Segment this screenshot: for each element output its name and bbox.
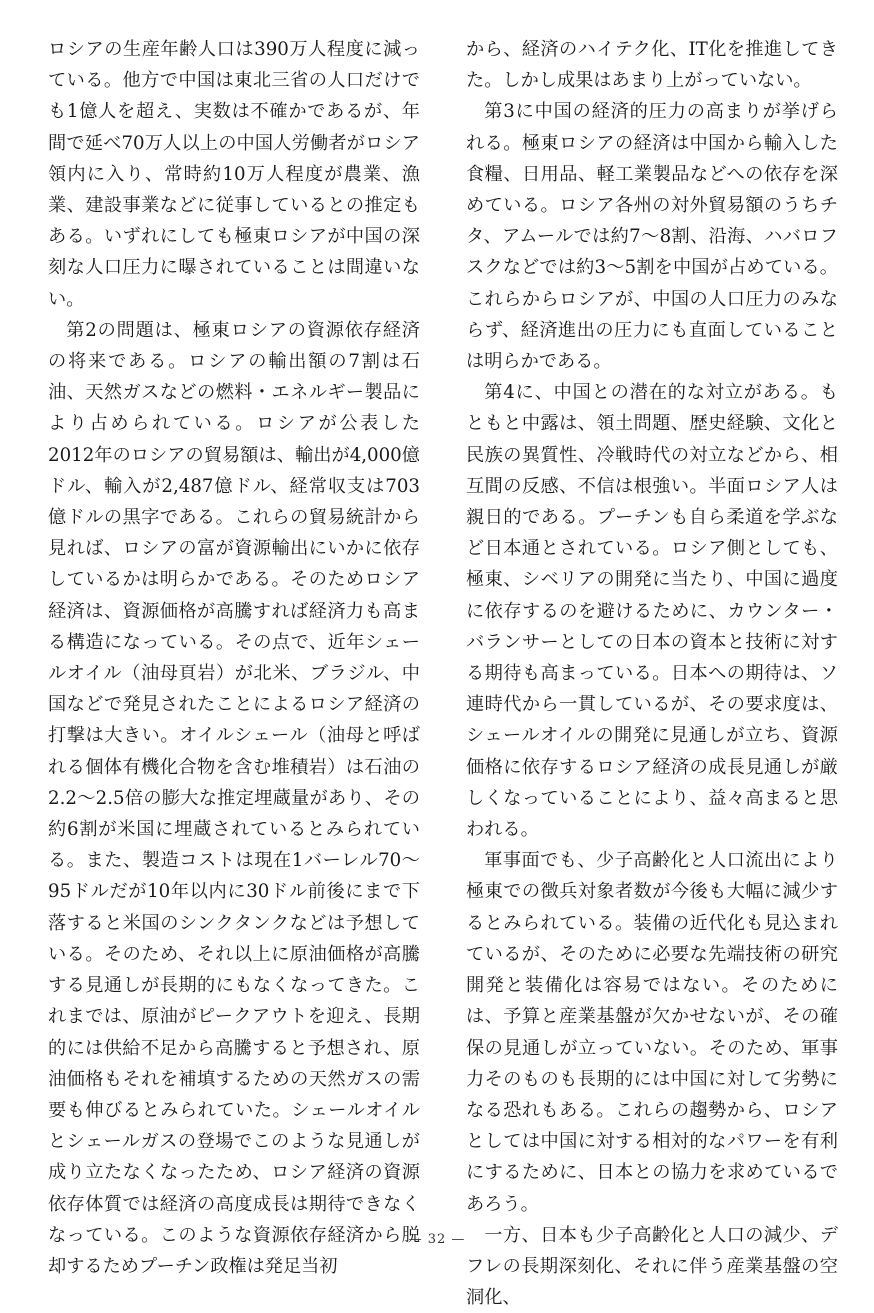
paragraph: 第2の問題は、極東ロシアの資源依存経済の将来である。ロシアの輸出額の7割は石油、天然ガスなどの燃料・エネルギー製品により占められている。ロシアが公表した2012年のロシアの貿易額は、輸出が4,000億ドル、輸入が2,487億ドル、経常収支は703億ドルの黒字である。これらの貿易統計から見れば、ロシアの富が資源輸出にいかに依存しているかは明らかである。そのためロシア経済は、資源価格が高騰すれば経済力も高まる構造になっている。その点で、近年シェールオイル（油母頁岩）が北米、ブラジル、中国などで発見されたことによるロシア経済の打撃は大きい。オイルシェール（油母と呼ばれる個体有機化合物を含む堆積岩）は石油の2.2〜2.5倍の膨大な推定埋蔵量があり、その約6割が米国に埋蔵されているとみられている。また、製造コストは現在1バーレル70〜95ドルだが10年以内に30ドル前後にまで下落すると米国のシンクタンクなどは予想している。そのため、それ以上に原油価格が高騰する見通しが長期的にもなくなってきた。これまでは、原油がピークアウトを迎え、長期的には供給不足から高騰すると予想され、原油価格もそれを補填するための天然ガスの需要も伸びるとみられていた。シェールオイルとシェールガスの登場でこのような見通しが成り立たなくなったため、ロシア経済の資源依存体質では経済の高度成長は期待できなくなっている。このような資源依存経済から脱却するためプーチン政権は発足当初 [48, 319, 420, 1277]
paragraph: 第4に、中国との潜在的な対立がある。もともと中露は、領土問題、歴史経験、文化と民族の異質性、冷戦時代の対立などから、相互間の反感、不信は根強い。半面ロシア人は親日的である。プーチンも自ら柔道を学ぶなど日本通とされている。ロシア側としても、極東、シベリアの開発に当たり、中国に過度に依存するのを避けるために、カウンター・バランサーとしての日本の資本と技術に対する期待も高まっている。日本への期待は、ソ連時代から一貫しているが、その要求度は、シェールオイルの開発に見通しが立ち、資源価格に依存するロシア経済の成長見通しが厳しくなっていることにより、益々高まると思われる。 [466, 382, 838, 841]
paragraph: から、経済のハイテク化、IT化を推進してきた。しかし成果はあまり上がっていない。 [466, 39, 838, 92]
left-column [48, 34, 420, 1282]
page-number: — 32 — [408, 1232, 466, 1247]
paragraph: 第3に中国の経済的圧力の高まりが挙げられる。極東ロシアの経済は中国から輸入した食糧、日用品、軽工業製品などへの依存を深めている。ロシア各州の対外貿易額のうちチタ、アムールでは約7〜8割、沿海、ハバロフスクなどでは約3〜5割を中国が占めている。これらからロシアが、中国の人口圧力のみならず、経済進出の圧力にも直面していることは明らかである。 [466, 101, 838, 373]
paragraph: 軍事面でも、少子高齢化と人口流出により極東での徴兵対象者数が今後も大幅に減少するとみられている。装備の近代化も見込まれているが、そのために必要な先端技術の研究開発と装備化は容易ではない。そのためには、予算と産業基盤が欠かせないが、その確保の見通しが立っていない。そのため、軍事力そのものも長期的には中国に対して劣勢になる恐れもある。これらの趨勢から、ロシアとしては中国に対する相対的なパワーを有利にするために、日本との協力を求めているであろう。 [466, 850, 838, 1215]
right-column [466, 34, 838, 1313]
paragraph: 一方、日本も少子高齢化と人口の減少、デフレの長期深刻化、それに伴う産業基盤の空洞化、 [466, 1224, 838, 1309]
paragraph: ロシアの生産年齢人口は390万人程度に減っている。他方で中国は東北三省の人口だけでも1億人を超え、実数は不確かであるが、年間で延べ70万人以上の中国人労働者がロシア領内に入り、常時約10万人程度が農業、漁業、建設事業などに従事しているとの推定もある。いずれにしても極東ロシアが中国の深刻な人口圧力に曝されていることは間違いない。 [48, 39, 420, 310]
